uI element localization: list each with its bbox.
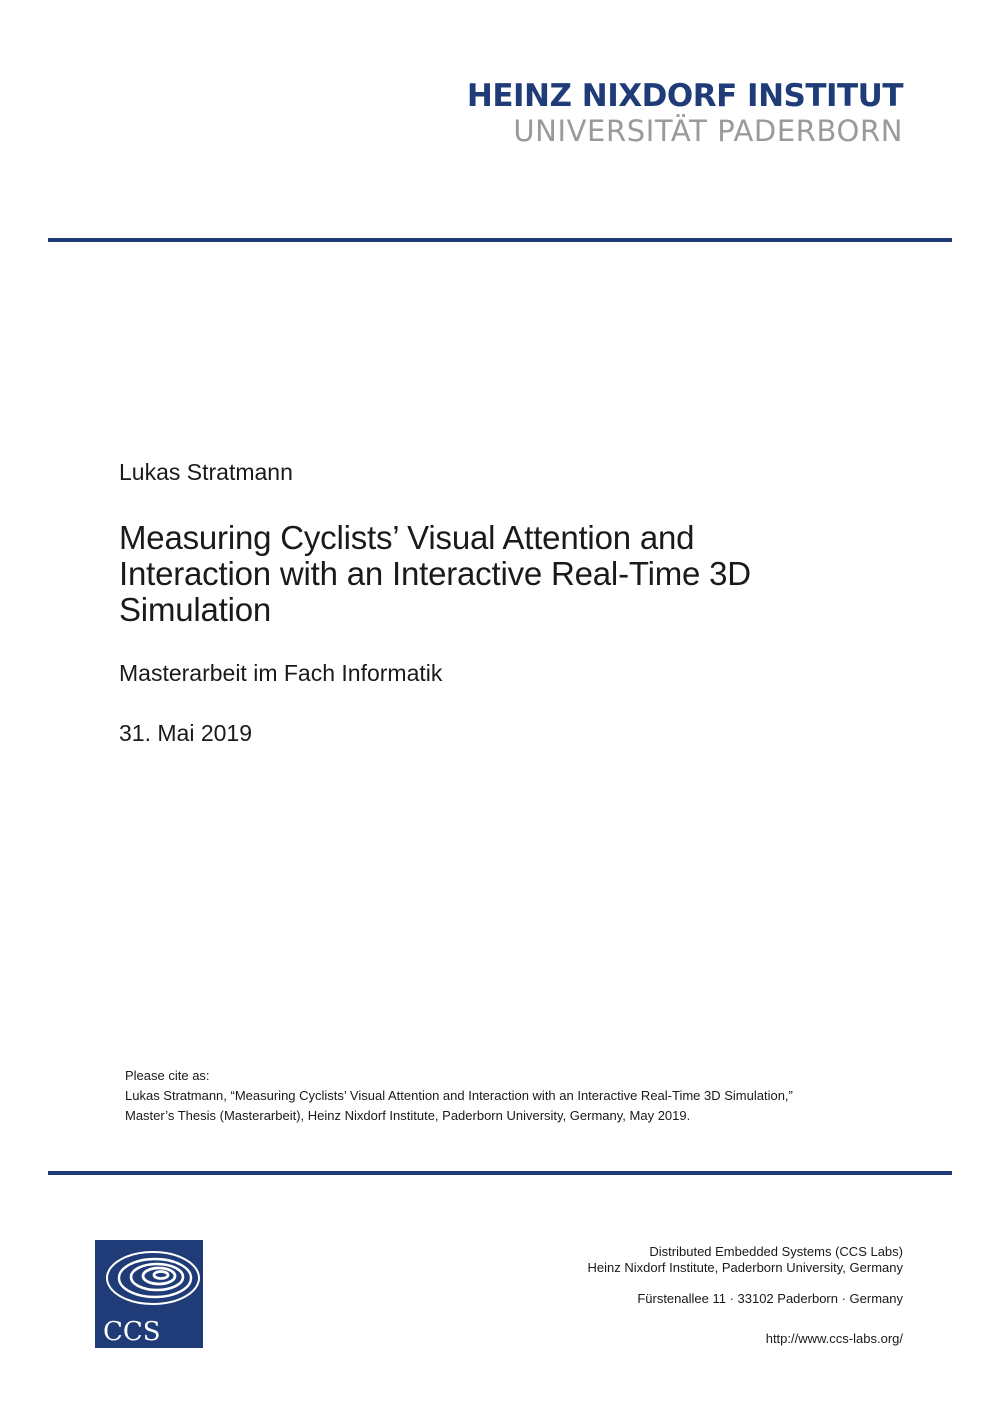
citation-line-1: Lukas Stratmann, “Measuring Cyclists’ Visual Attention and Interaction with an Interactive Real-Time 3D Simulation,”: [125, 1088, 793, 1103]
top-divider: [48, 238, 952, 242]
website-url: http://www.ccs-labs.org/: [765, 1331, 903, 1346]
contact-block: [588, 1244, 904, 1347]
thesis-date: 31. Mai 2019: [119, 720, 252, 746]
postal-address: Fürstenallee 11 · 33102 Paderborn · Germany: [637, 1291, 903, 1306]
citation-intro: Please cite as:: [125, 1068, 210, 1083]
citation-block: [125, 1066, 793, 1126]
ccs-swirl-icon: [95, 1240, 203, 1348]
ccs-logo-text: CCS: [103, 1317, 161, 1347]
citation-line-2: Master’s Thesis (Masterarbeit), Heinz Nixdorf Institute, Paderborn University, Germany, May 2019.: [125, 1108, 691, 1123]
group-name: Distributed Embedded Systems (CCS Labs): [649, 1244, 903, 1259]
institute-affiliation: Heinz Nixdorf Institute, Paderborn University, Germany: [587, 1260, 903, 1275]
institute-name: HEINZ NIXDORF INSTITUT: [466, 78, 903, 114]
author-name: Lukas Stratmann: [119, 459, 293, 485]
university-name: UNIVERSITÄT PADERBORN: [513, 114, 903, 148]
thesis-title: Measuring Cyclists’ Visual Attention and Interaction with an Interactive Real-Time 3D Simulation: [119, 519, 751, 628]
bottom-divider: [48, 1171, 952, 1175]
ccs-logo: [95, 1240, 203, 1348]
thesis-type: Masterarbeit im Fach Informatik: [119, 660, 443, 686]
institute-logo: [467, 78, 903, 148]
